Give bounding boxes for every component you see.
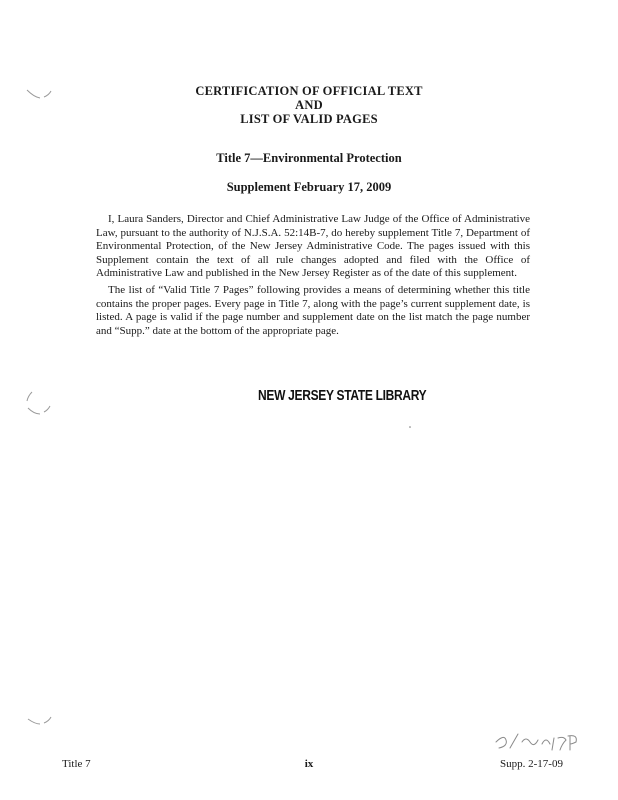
punch-hole-mark-middle (22, 390, 54, 418)
footer-supplement-date: Supp. 2-17-09 (500, 758, 563, 770)
certification-paragraph: I, Laura Sanders, Director and Chief Administrative Law Judge of the Office of Administrative Law, pursuant to the authority of N.J.S.A. 52:14B-7, do hereby supplement Title 7, Department of Environmental Protection, of the New Jersey Administrative Code. The pages issued with this Supplement contain the text of all rule changes adopted and filed with the Office of Administrative Law and published in the New Jersey Register as of the date of this supplement. (96, 213, 530, 280)
handwritten-initials (490, 722, 590, 756)
footer-page-number: ix (304, 758, 314, 770)
valid-pages-paragraph: The list of “Valid Title 7 Pages” following provides a means of determining whether this title contains the proper pages. Every page in Title 7, along with the page’s current supplement date, is listed. A page is valid if the page number and supplement date on the list match the page number and “Supp.” date at the bottom of the appropriate page. (96, 284, 530, 337)
valid-pages-heading: LIST OF VALID PAGES (240, 112, 378, 126)
library-stamp: NEW JERSEY STATE LIBRARY (258, 386, 427, 404)
footer-title: Title 7 (62, 758, 91, 770)
heading-and: AND (295, 98, 323, 112)
certification-heading: CERTIFICATION OF OFFICIAL TEXT (195, 84, 423, 98)
speck-mark (407, 424, 413, 430)
punch-hole-mark-bottom (24, 714, 54, 728)
title-heading: Title 7—Environmental Protection (216, 151, 402, 165)
supplement-date-heading: Supplement February 17, 2009 (226, 180, 392, 194)
